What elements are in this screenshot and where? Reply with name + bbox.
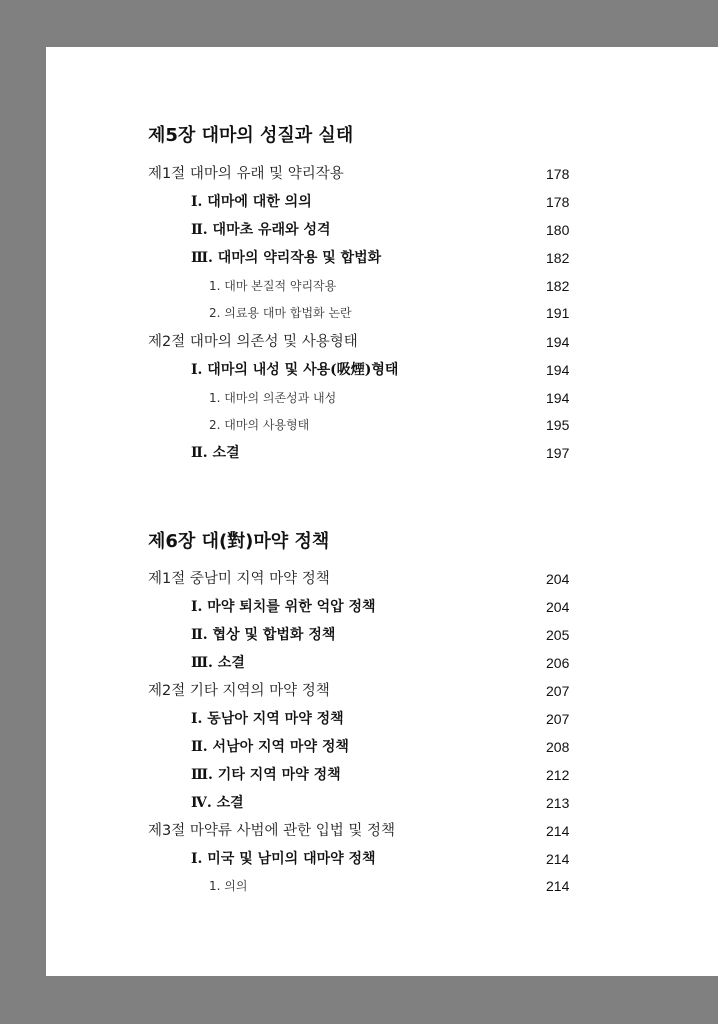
toc-entry-item[interactable] <box>46 301 718 325</box>
toc-page-number: 178 <box>546 194 570 210</box>
toc-page-number: 207 <box>546 683 570 699</box>
toc-page-number: 195 <box>546 417 570 433</box>
toc-entry-label: 제3절 마약류 사범에 관한 입법 및 정책 <box>148 823 395 839</box>
toc-entry-subsection[interactable] <box>46 218 718 242</box>
toc-entry-subsection[interactable] <box>46 246 718 270</box>
toc-page-number: 214 <box>546 823 570 839</box>
toc-entry-subsection[interactable] <box>46 190 718 214</box>
toc-entry-label: Ⅰ. 마약 퇴치를 위한 억압 정책 <box>191 599 376 615</box>
toc-entry-label: Ⅱ. 대마초 유래와 성격 <box>191 222 331 238</box>
toc-entry-label: Ⅰ. 동남아 지역 마약 정책 <box>191 711 344 727</box>
toc-entry-label: Ⅳ. 소결 <box>191 795 244 811</box>
toc-entry-subsection[interactable] <box>46 735 718 759</box>
toc-page-number: 204 <box>546 599 570 615</box>
toc-entry-label: Ⅲ. 기타 지역 마약 정책 <box>191 767 341 783</box>
toc-entry-item[interactable] <box>46 386 718 410</box>
toc-entry-label: 제2절 대마의 의존성 및 사용형태 <box>148 334 358 350</box>
toc-page-number: 213 <box>546 795 570 811</box>
toc-page-number: 207 <box>546 711 570 727</box>
toc-entry-subsection[interactable] <box>46 595 718 619</box>
toc-entry-label: 제1절 대마의 유래 및 약리작용 <box>148 166 344 182</box>
toc-entry-section[interactable] <box>46 819 718 843</box>
toc-entry-label: 제1절 중남미 지역 마약 정책 <box>148 571 330 587</box>
document-page <box>46 47 718 976</box>
toc-entry-label: Ⅲ. 대마의 약리작용 및 합법화 <box>191 250 382 266</box>
toc-page-number: 206 <box>546 655 570 671</box>
toc-entry-subsection[interactable] <box>46 707 718 731</box>
toc-entry-label: Ⅱ. 소결 <box>191 445 240 461</box>
toc-page-number: 194 <box>546 334 570 350</box>
toc-entry-item[interactable] <box>46 874 718 898</box>
toc-page-number: 180 <box>546 222 570 238</box>
toc-entry-subsection[interactable] <box>46 791 718 815</box>
toc-entry-subsection[interactable] <box>46 358 718 382</box>
toc-entry-label: Ⅰ. 대마의 내성 및 사용(吸煙)형태 <box>191 362 399 378</box>
toc-entry-label: Ⅱ. 협상 및 합법화 정책 <box>191 627 336 643</box>
toc-entry-section[interactable] <box>46 567 718 591</box>
toc-page-number: 212 <box>546 767 570 783</box>
toc-page-number: 194 <box>546 362 570 378</box>
toc-page-number: 191 <box>546 305 570 321</box>
toc-entry-subsection[interactable] <box>46 623 718 647</box>
toc-entry-section[interactable] <box>46 330 718 354</box>
toc-page-number: 182 <box>546 250 570 266</box>
toc-page-number: 194 <box>546 390 570 406</box>
toc-entry-subsection[interactable] <box>46 847 718 871</box>
toc-page-number: 182 <box>546 278 570 294</box>
toc-entry-label: Ⅲ. 소결 <box>191 655 245 671</box>
toc-entry-label: Ⅱ. 서남아 지역 마약 정책 <box>191 739 349 755</box>
toc-entry-section[interactable] <box>46 679 718 703</box>
toc-page-number: 178 <box>546 166 570 182</box>
toc-entry-label: 2. 대마의 사용형태 <box>209 418 310 432</box>
toc-entry-section[interactable] <box>46 162 718 186</box>
toc-page-number: 205 <box>546 627 570 643</box>
toc-page-number: 214 <box>546 878 570 894</box>
toc-entry-label: 2. 의료용 대마 합법화 논란 <box>209 306 352 320</box>
toc-entry-subsection[interactable] <box>46 763 718 787</box>
toc-page-number: 197 <box>546 445 570 461</box>
toc-entry-label: Ⅰ. 미국 및 남미의 대마약 정책 <box>191 851 376 867</box>
toc-entry-subsection[interactable] <box>46 651 718 675</box>
toc-entry-subsection[interactable] <box>46 441 718 465</box>
toc-page-number: 204 <box>546 571 570 587</box>
toc-page-number: 208 <box>546 739 570 755</box>
toc-entry-label: 1. 대마의 의존성과 내성 <box>209 391 337 405</box>
toc-entry-label: 제2절 기타 지역의 마약 정책 <box>148 683 330 699</box>
chapter-5-title: 제5장 대마의 성질과 실태 <box>148 125 354 146</box>
toc-page-number: 214 <box>546 851 570 867</box>
toc-entry-label: Ⅰ. 대마에 대한 의의 <box>191 194 312 210</box>
toc-entry-item[interactable] <box>46 274 718 298</box>
toc-entry-item[interactable] <box>46 413 718 437</box>
chapter-6-title: 제6장 대(對)마약 정책 <box>148 531 330 552</box>
toc-entry-label: 1. 의의 <box>209 879 248 893</box>
toc-entry-label: 1. 대마 본질적 약리작용 <box>209 279 337 293</box>
